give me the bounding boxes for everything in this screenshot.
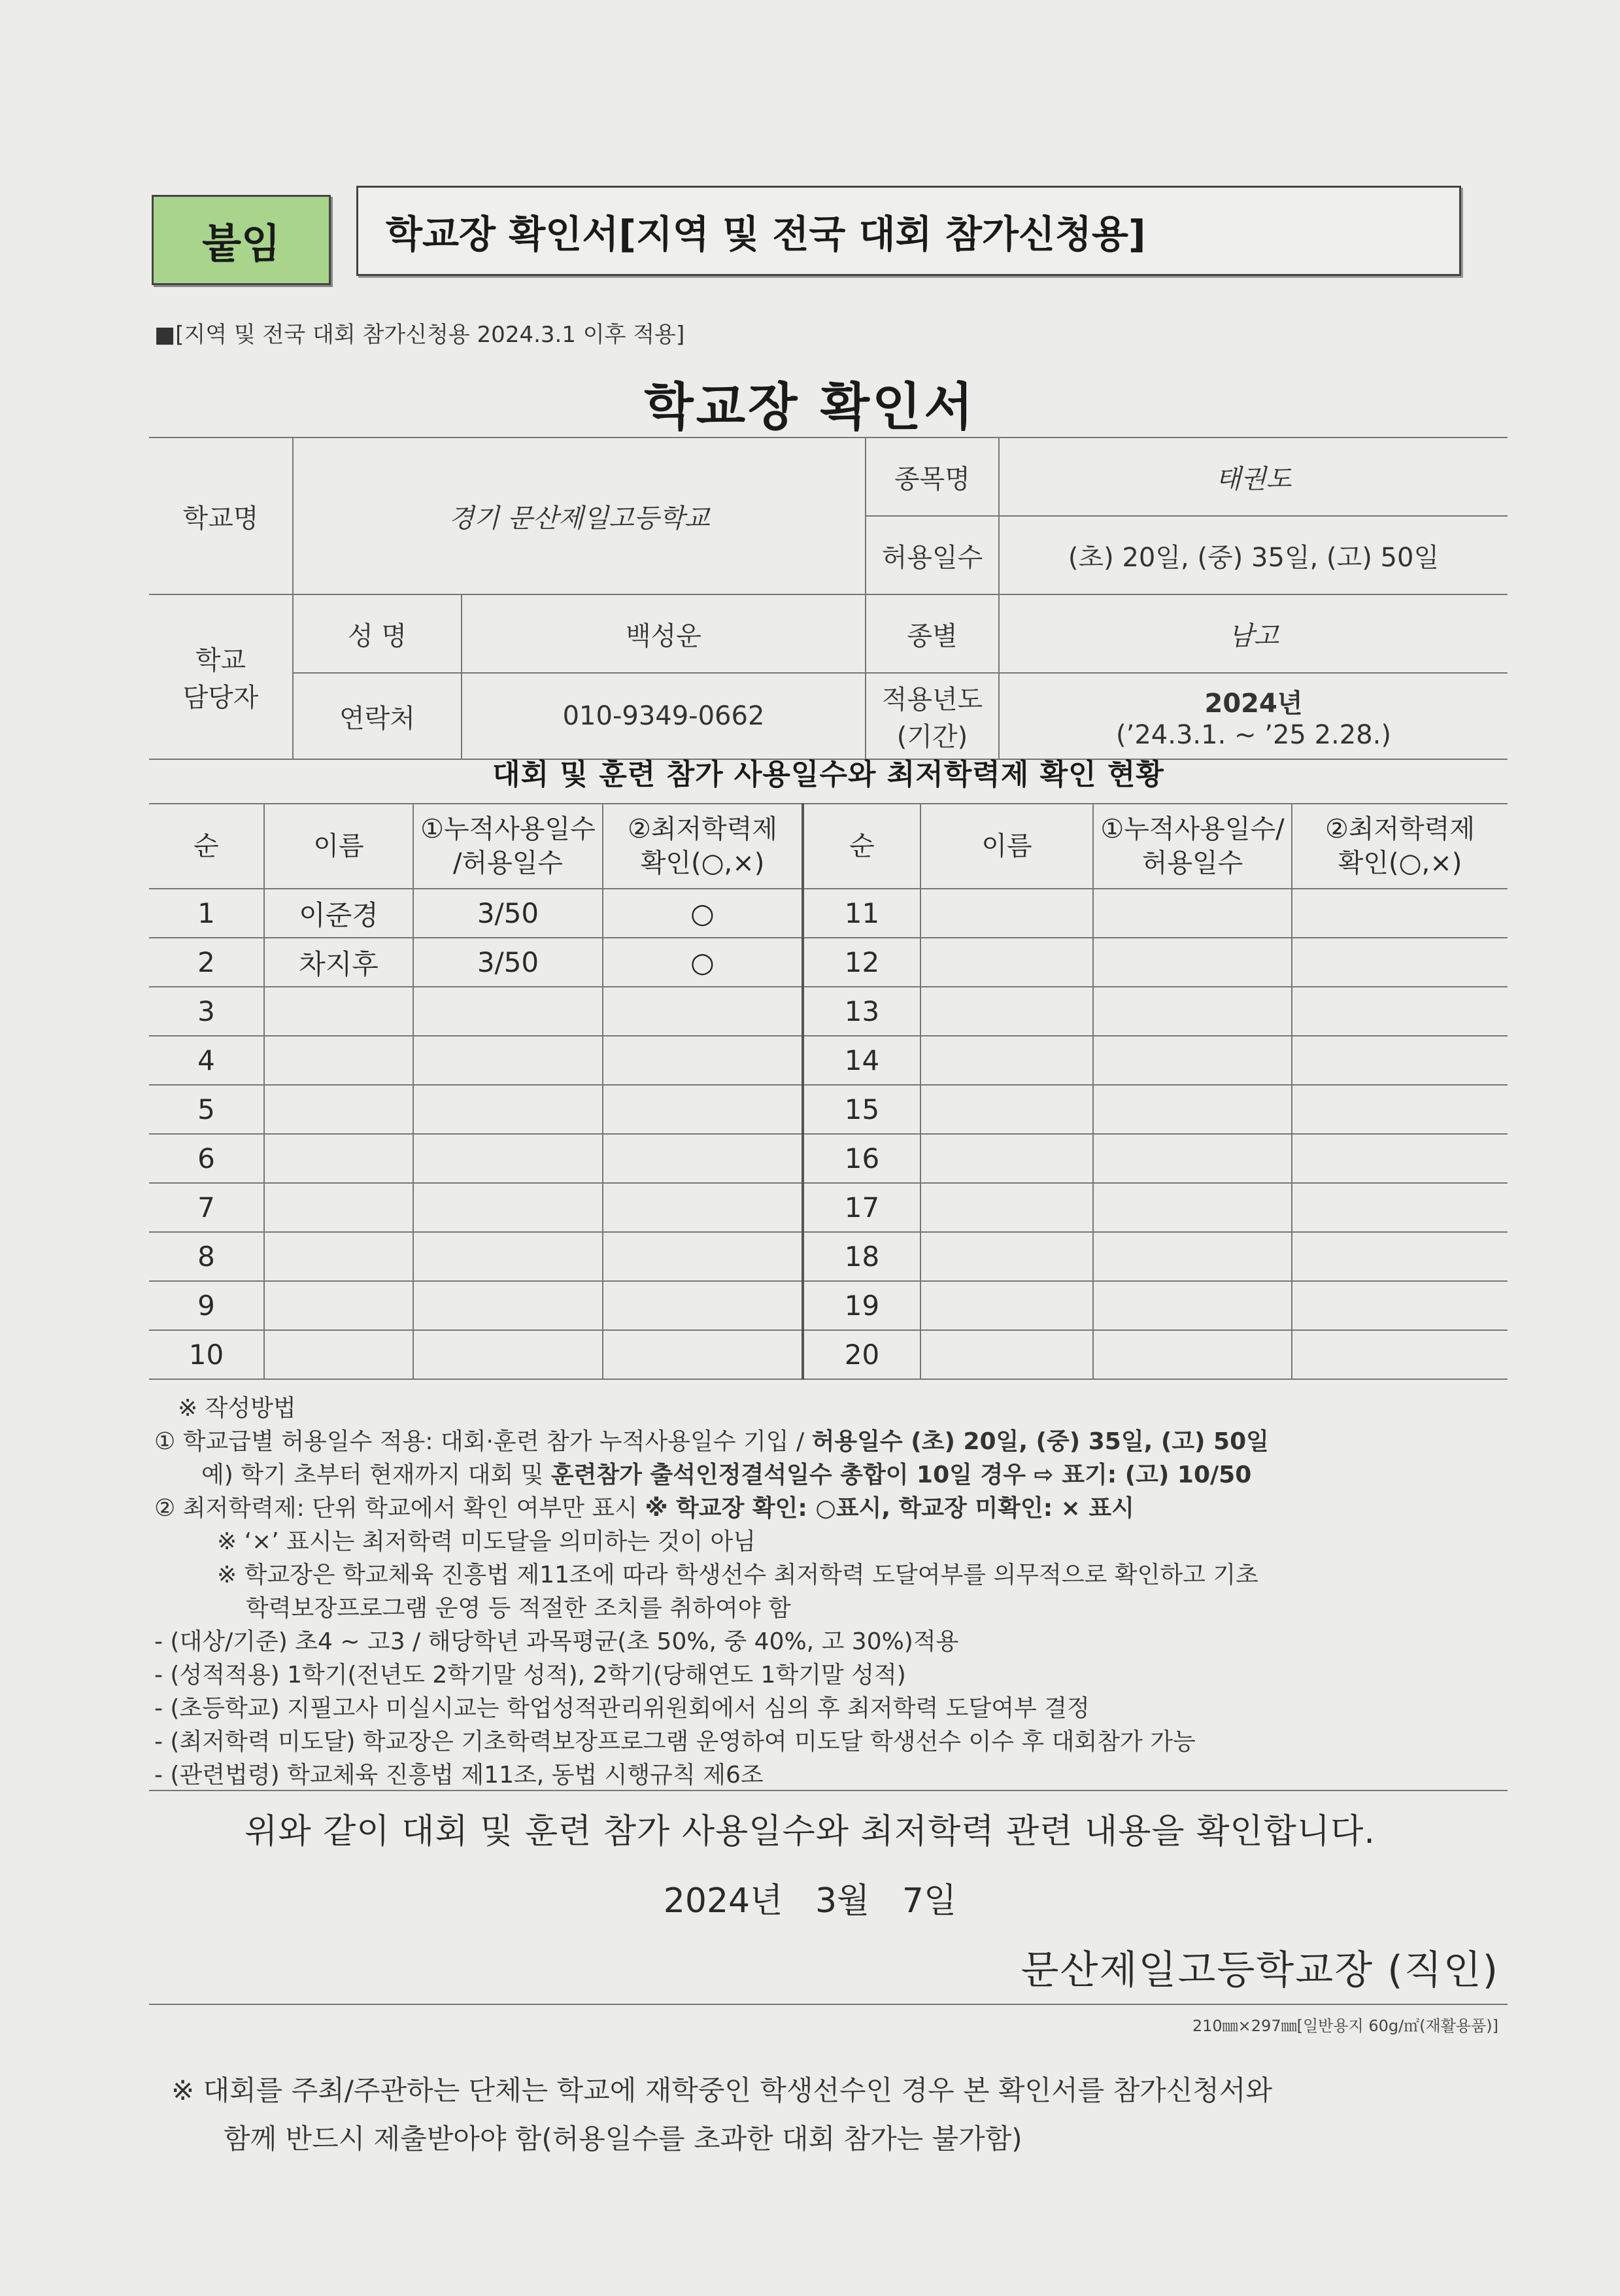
row-no-left: 5	[149, 1085, 264, 1134]
row-no-left: 2	[149, 938, 264, 987]
col-check-left-2: 확인(○,×)	[640, 848, 765, 878]
row-name-right	[920, 987, 1093, 1036]
gender-label: 종별	[866, 594, 999, 673]
event-label: 종목명	[866, 437, 999, 516]
footer-line-2: 함께 반드시 제출받아야 함(허용일수를 초과한 대회 참가는 불가함)	[224, 2123, 1022, 2155]
row-name-left	[264, 1281, 413, 1330]
note-1b: 허용일수 (초) 20일, (중) 35일, (고) 50일	[811, 1428, 1269, 1455]
table-row	[149, 1281, 1508, 1330]
row-no-left: 7	[149, 1183, 264, 1232]
manager-label-line2: 담당자	[182, 683, 259, 713]
footer-line-1: ※ 대회를 주최/주관하는 단체는 학교에 재학중인 학생선수인 경우 본 확인서를 참가신청서와	[171, 2074, 1273, 2106]
row-name-left	[264, 1232, 413, 1281]
table-row	[149, 1036, 1508, 1085]
row-check-left	[603, 1232, 803, 1281]
table-row	[149, 889, 1508, 938]
col-check-left	[603, 804, 803, 889]
col-check-right-1: ②최저학력제	[1325, 814, 1476, 844]
row-days-left: 3/50	[413, 938, 603, 987]
row-name-left: 이준경	[264, 889, 413, 938]
row-name-left	[264, 1085, 413, 1134]
row-check-left	[603, 1134, 803, 1183]
table-row	[149, 1183, 1508, 1232]
row-no-left: 10	[149, 1330, 264, 1379]
row-name-right	[920, 1134, 1093, 1183]
row-no-right: 13	[803, 987, 920, 1036]
contact-value: 010-9349-0662	[462, 673, 866, 759]
allowed-days-label: 허용일수	[866, 516, 999, 594]
roster-body	[149, 889, 1508, 1379]
table-row	[149, 1232, 1508, 1281]
roster-subtitle: 대회 및 훈련 참가 사용일수와 최저학력제 확인 현황	[492, 758, 1164, 791]
row-check-left	[603, 1281, 803, 1330]
row-check-left	[603, 1085, 803, 1134]
row-check-right	[1292, 1232, 1508, 1281]
paper-spec: 210㎜×297㎜[일반용지 60g/㎡(재활용품)]	[1192, 2017, 1498, 2035]
year-value-period: (’24.3.1. ~ ’25 2.28.)	[1116, 719, 1391, 750]
table-row	[149, 1330, 1508, 1379]
divider-top	[149, 1790, 1508, 1791]
name-label: 성 명	[293, 594, 462, 673]
attachment-tag: 붙임	[152, 195, 331, 285]
row-no-left: 1	[149, 889, 264, 938]
row-name-right	[920, 889, 1093, 938]
divider-bottom	[149, 2004, 1508, 2005]
row-check-right	[1292, 938, 1508, 987]
row-days-left	[413, 1036, 603, 1085]
row-check-left: ○	[603, 938, 803, 987]
note-3b: ※ 학교장 확인: ○표시, 학교장 미확인: × 표시	[645, 1495, 1134, 1522]
row-name-left	[264, 987, 413, 1036]
row-days-right	[1093, 1330, 1292, 1379]
applied-note: ■[지역 및 전국 대회 참가신청용 2024.3.1 이후 적용]	[154, 322, 685, 348]
note-1a: ① 학교급별 허용일수 적용: 대회·훈련 참가 누적사용일수 기입 /	[154, 1428, 812, 1455]
col-days-left	[413, 804, 603, 889]
row-name-right	[920, 1085, 1093, 1134]
table-row	[149, 938, 1508, 987]
row-days-right	[1093, 889, 1292, 938]
col-no-left: 순	[149, 804, 264, 889]
table-row	[149, 987, 1508, 1036]
note-9: - (초등학교) 지필고사 미실시교는 학업성적관리위원회에서 심의 후 최저학력 도달여부 결정	[154, 1695, 1090, 1722]
note-5: ※ 학교장은 학교체육 진흥법 제11조에 따라 학생선수 최저학력 도달여부를 의무적으로 확인하고 기초	[217, 1562, 1258, 1588]
table-row	[149, 1134, 1508, 1183]
manager-label	[149, 594, 293, 759]
row-no-left: 8	[149, 1232, 264, 1281]
row-days-right	[1093, 1036, 1292, 1085]
row-no-right: 14	[803, 1036, 920, 1085]
col-days-right-2: 허용일수	[1141, 848, 1243, 878]
row-check-left: ○	[603, 889, 803, 938]
row-days-right	[1093, 1085, 1292, 1134]
row-days-left	[413, 987, 603, 1036]
row-no-right: 15	[803, 1085, 920, 1134]
event-value: 태권도	[999, 437, 1508, 516]
school-name-label: 학교명	[149, 437, 293, 594]
school-name-value: 경기 문산제일고등학교	[293, 437, 866, 594]
row-name-right	[920, 938, 1093, 987]
col-name-right: 이름	[920, 804, 1093, 889]
note-3	[154, 1492, 1521, 1525]
col-no-right: 순	[803, 804, 920, 889]
row-check-right	[1292, 1134, 1508, 1183]
row-no-right: 16	[803, 1134, 920, 1183]
row-check-right	[1292, 987, 1508, 1036]
col-name-left: 이름	[264, 804, 413, 889]
year-label-line2: (기간)	[896, 722, 968, 752]
row-check-left	[603, 1183, 803, 1232]
notes-heading: ※ 작성방법	[178, 1395, 296, 1422]
row-no-right: 11	[803, 889, 920, 938]
row-no-left: 3	[149, 987, 264, 1036]
row-no-right: 18	[803, 1232, 920, 1281]
header-title-text: 학교장 확인서[지역 및 전국 대회 참가신청용]	[386, 212, 1146, 256]
row-no-right: 17	[803, 1183, 920, 1232]
manager-label-line1: 학교	[195, 645, 246, 676]
note-2	[154, 1458, 1521, 1492]
row-days-right	[1093, 1232, 1292, 1281]
row-days-right	[1093, 987, 1292, 1036]
col-check-left-1: ②최저학력제	[627, 814, 778, 844]
col-days-left-1: ①누적사용일수	[420, 814, 596, 844]
col-check-right	[1292, 804, 1508, 889]
year-value	[999, 673, 1508, 759]
year-value-year: 2024년	[1204, 688, 1303, 719]
row-check-right	[1292, 1330, 1508, 1379]
row-name-right	[920, 1232, 1093, 1281]
note-7: - (대상/기준) 초4 ~ 고3 / 해당학년 과목평균(초 50%, 중 40%, 고 30%)적용	[154, 1628, 959, 1655]
roster-table	[149, 803, 1508, 1380]
row-days-right	[1093, 938, 1292, 987]
row-name-right	[920, 1281, 1093, 1330]
document-header-title	[356, 186, 1461, 276]
row-name-right	[920, 1036, 1093, 1085]
row-days-left	[413, 1232, 603, 1281]
row-days-left	[413, 1330, 603, 1379]
note-2b: 훈련참가 출석인정결석일수 총합이 10일 경우 ⇨ 표기: (고) 10/50	[550, 1462, 1252, 1488]
row-days-right	[1093, 1281, 1292, 1330]
row-check-left	[603, 987, 803, 1036]
row-no-left: 9	[149, 1281, 264, 1330]
note-6: 학력보장프로그램 운영 등 적절한 조치를 취하여야 함	[246, 1595, 791, 1622]
row-days-left	[413, 1085, 603, 1134]
row-check-right	[1292, 1281, 1508, 1330]
note-10: - (최저학력 미도달) 학교장은 기초학력보장프로그램 운영하여 미도달 학생선수 이수 후 대회참가 가능	[154, 1728, 1196, 1755]
row-days-left	[413, 1281, 603, 1330]
row-name-right	[920, 1183, 1093, 1232]
note-1	[154, 1425, 1521, 1458]
gender-value: 남고	[999, 594, 1508, 673]
row-no-right: 19	[803, 1281, 920, 1330]
row-no-left: 4	[149, 1036, 264, 1085]
row-days-right	[1093, 1183, 1292, 1232]
year-label	[866, 673, 999, 759]
name-value: 백성운	[462, 594, 866, 673]
row-days-right	[1093, 1134, 1292, 1183]
row-name-left	[264, 1183, 413, 1232]
row-check-right	[1292, 1183, 1508, 1232]
contact-label: 연락처	[293, 673, 462, 759]
allowed-days-value: (초) 20일, (중) 35일, (고) 50일	[999, 516, 1508, 594]
row-name-left	[264, 1036, 413, 1085]
note-11: - (관련법령) 학교체육 진흥법 제11조, 동법 시행규칙 제6조	[154, 1762, 764, 1789]
main-title: 학교장 확인서	[644, 378, 976, 437]
col-days-right-1: ①누적사용일수/	[1100, 814, 1285, 844]
row-name-left	[264, 1330, 413, 1379]
row-name-right	[920, 1330, 1093, 1379]
col-days-right	[1093, 804, 1292, 889]
row-check-right	[1292, 1036, 1508, 1085]
row-check-right	[1292, 889, 1508, 938]
row-no-right: 12	[803, 938, 920, 987]
note-2a: 예) 학기 초부터 현재까지 대회 및	[201, 1462, 551, 1488]
confirmation-statement: 위와 같이 대회 및 훈련 참가 사용일수와 최저학력 관련 내용을 확인합니다.	[245, 1812, 1375, 1851]
year-label-line1: 적용년도	[881, 685, 983, 715]
row-check-left	[603, 1036, 803, 1085]
col-days-left-2: /허용일수	[452, 848, 564, 878]
notes-section	[154, 1392, 1521, 1792]
confirmation-date: 2024년 3월 7일	[663, 1881, 957, 1921]
principal-signature: 문산제일고등학교장 (직인)	[1021, 1947, 1499, 1993]
note-4: ※ ‘×’ 표시는 최저학력 미도달을 의미하는 것이 아님	[217, 1528, 756, 1555]
footer-note	[171, 2066, 1272, 2163]
row-check-right	[1292, 1085, 1508, 1134]
row-no-left: 6	[149, 1134, 264, 1183]
note-3a: ② 최저학력제: 단위 학교에서 확인 여부만 표시	[154, 1495, 645, 1522]
info-table	[149, 437, 1508, 760]
row-days-left	[413, 1134, 603, 1183]
row-name-left: 차지후	[264, 938, 413, 987]
table-row	[149, 1085, 1508, 1134]
note-8: - (성적적용) 1학기(전년도 2학기말 성적), 2학기(당해연도 1학기말 성적)	[154, 1662, 906, 1688]
row-days-left: 3/50	[413, 889, 603, 938]
row-no-right: 20	[803, 1330, 920, 1379]
row-name-left	[264, 1134, 413, 1183]
col-check-right-2: 확인(○,×)	[1338, 848, 1462, 878]
row-days-left	[413, 1183, 603, 1232]
row-check-left	[603, 1330, 803, 1379]
